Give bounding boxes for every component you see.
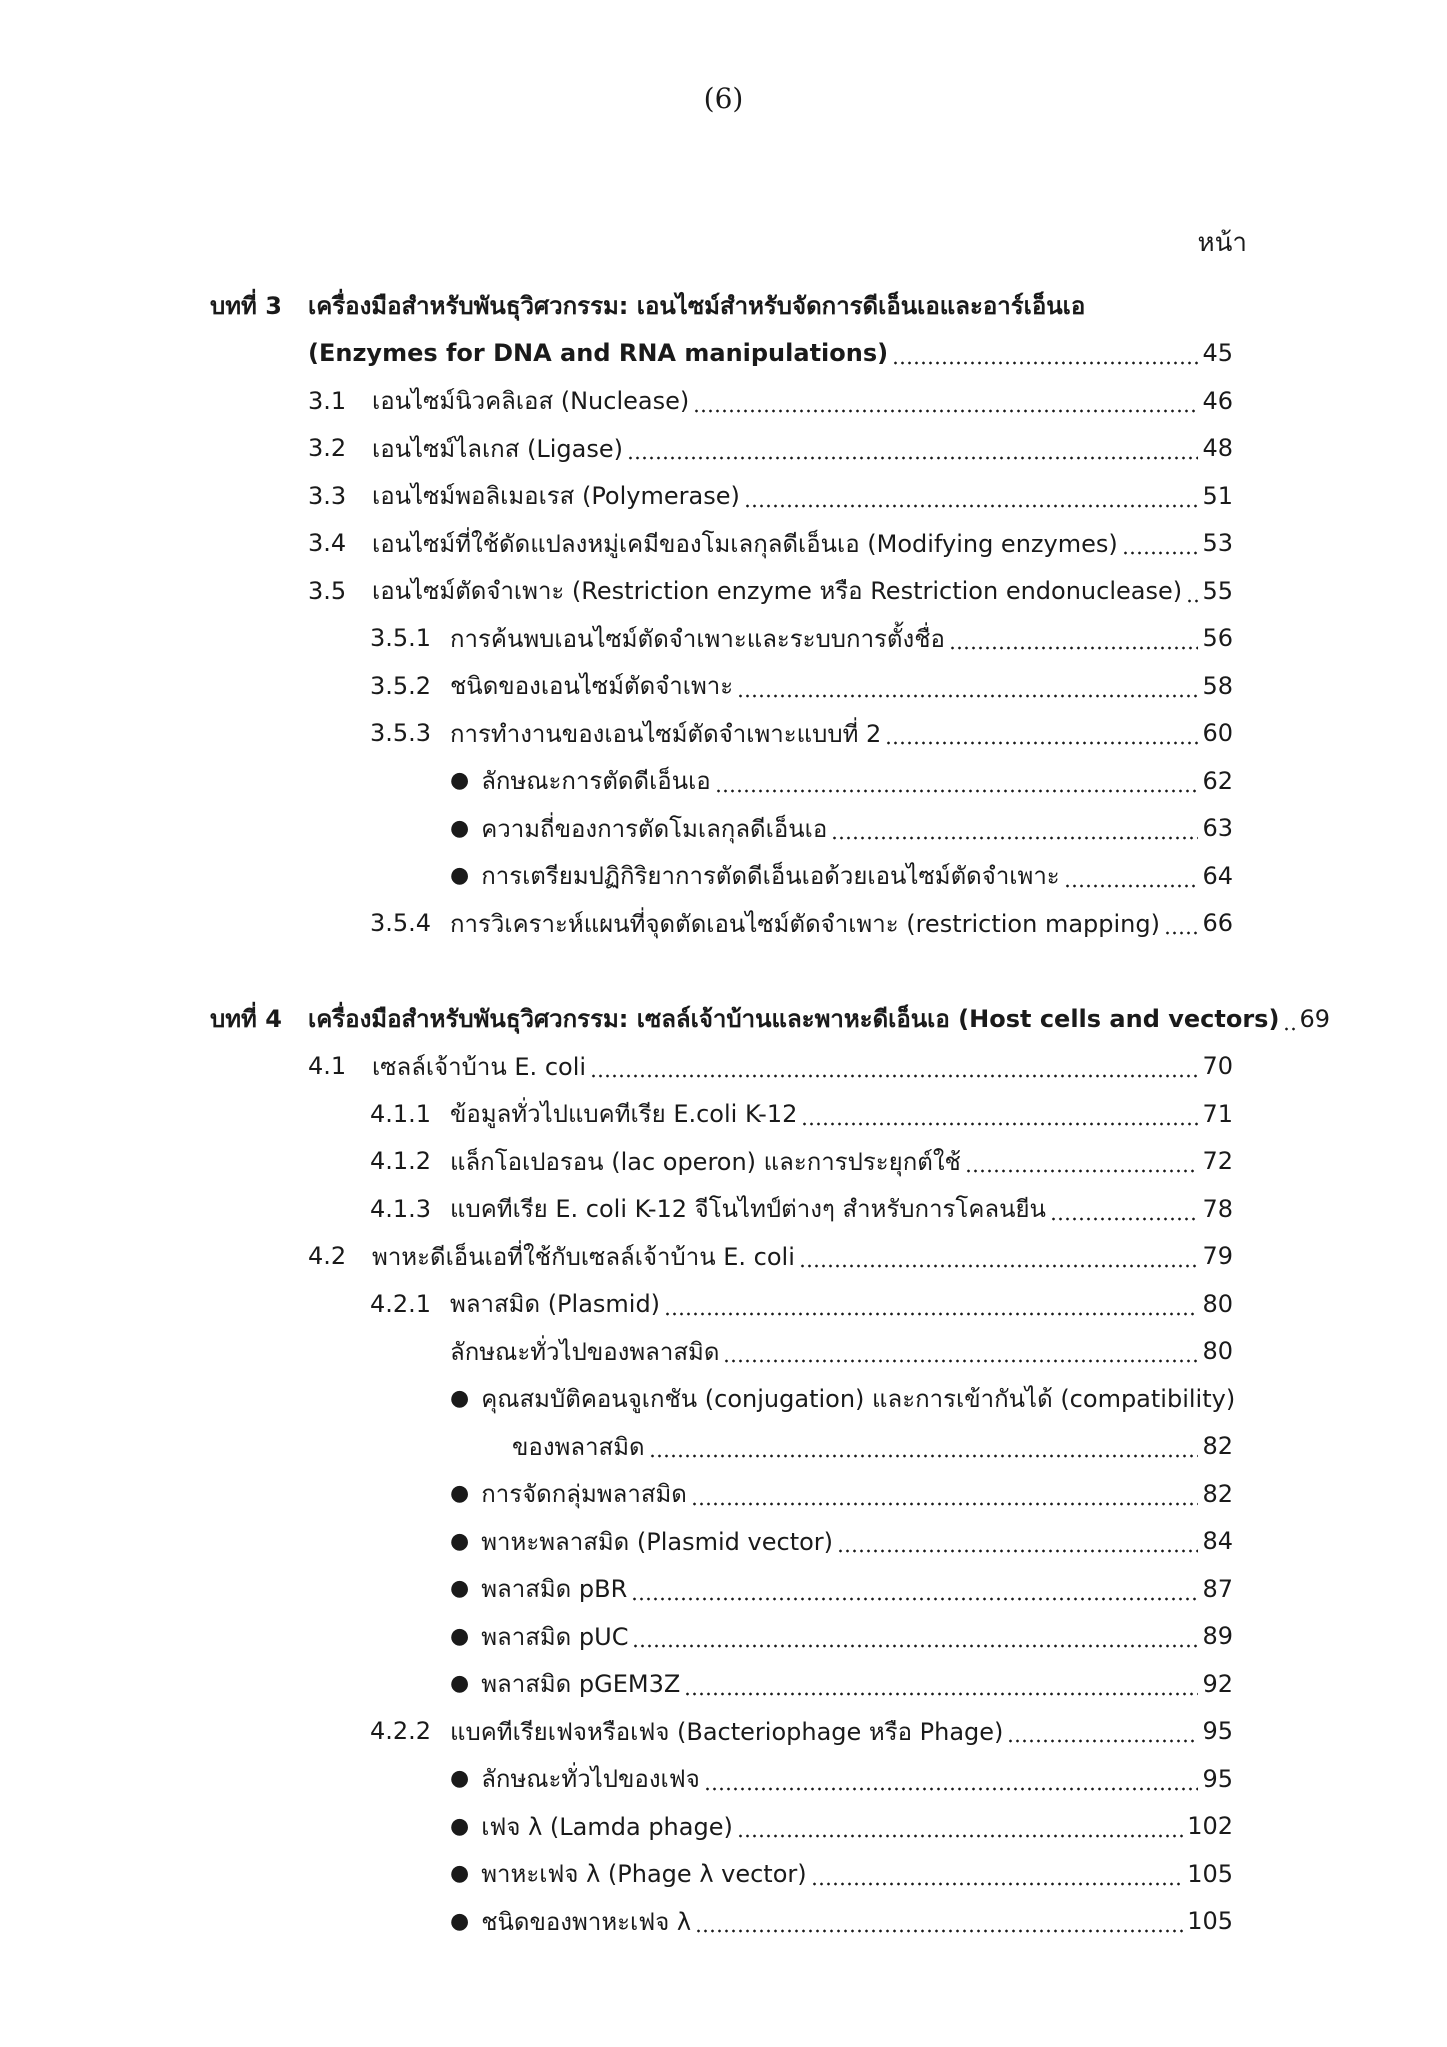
leader-dots bbox=[1007, 1739, 1198, 1743]
leader-dots bbox=[892, 361, 1198, 365]
toc-entry-title: แบคทีเรียเฟจหรือเฟจ (Bacteriophage หรือ Phage) bbox=[450, 1717, 1004, 1746]
toc-entry-title: พลาสมิด pUC bbox=[481, 1622, 629, 1651]
toc-entry-title: ลักษณะทั่วไปของพลาสมิด bbox=[450, 1337, 720, 1366]
bullet-icon: ● bbox=[450, 1766, 470, 1792]
toc-chapter-heading bbox=[0, 995, 1330, 1043]
leader-dots bbox=[704, 1787, 1199, 1791]
toc-entry bbox=[0, 805, 1233, 853]
toc-entry-title: การทำงานของเอนไซม์ตัดจำเพาะแบบที่ 2 bbox=[450, 719, 882, 748]
toc-entry-number: 3.5.4 bbox=[370, 909, 432, 938]
toc-entry-title: ชนิดของเอนไซม์ตัดจำเพาะ bbox=[450, 672, 734, 701]
toc-entry bbox=[0, 520, 1233, 568]
toc-entry bbox=[0, 1043, 1233, 1091]
toc-entry-page: 95 bbox=[1202, 1764, 1233, 1793]
leader-dots bbox=[811, 1882, 1184, 1886]
toc-entry-page: 64 bbox=[1202, 861, 1233, 890]
toc-entry-title: พาหะดีเอ็นเอที่ใช้กับเซลล์เจ้าบ้าน E. coli bbox=[372, 1242, 795, 1271]
toc-entry-title: เฟจ λ (Lamda phage) bbox=[481, 1812, 733, 1841]
toc-entry-title: เอนไซม์ไลเกส (Ligase) bbox=[372, 434, 623, 463]
toc-entry-number: 3.5.1 bbox=[370, 624, 432, 653]
leader-dots bbox=[1122, 551, 1199, 555]
toc-entry-number: 3.2 bbox=[308, 434, 347, 463]
toc-entry-number: 3.4 bbox=[308, 529, 347, 558]
bullet-icon: ● bbox=[450, 1861, 470, 1887]
toc-entry-page: 53 bbox=[1202, 529, 1233, 558]
toc-entry-number: 3.5.3 bbox=[370, 719, 432, 748]
leader-dots bbox=[631, 1597, 1198, 1601]
toc-entry-page: 92 bbox=[1202, 1669, 1233, 1698]
toc-entry-page: 51 bbox=[1202, 481, 1233, 510]
bullet-icon: ● bbox=[450, 1386, 470, 1412]
toc-entry-page: 82 bbox=[1202, 1479, 1233, 1508]
toc-entry-number: 4.2.1 bbox=[370, 1289, 432, 1318]
bullet-icon: ● bbox=[450, 815, 470, 841]
toc-entry-title: พลาสมิด (Plasmid) bbox=[450, 1290, 661, 1319]
toc-entry-title: เซลล์เจ้าบ้าน E. coli bbox=[372, 1052, 587, 1081]
toc-entry-page: 55 bbox=[1202, 576, 1233, 605]
bullet-icon: ● bbox=[450, 768, 470, 794]
toc-entry bbox=[0, 1850, 1233, 1898]
leader-dots bbox=[627, 456, 1198, 460]
toc-entry-page: 84 bbox=[1202, 1527, 1233, 1556]
leader-dots bbox=[715, 789, 1199, 793]
leader-dots bbox=[649, 1454, 1199, 1458]
toc-entry-page: 63 bbox=[1202, 814, 1233, 843]
leader-dots bbox=[744, 504, 1199, 508]
toc-entry-number: 4.1.2 bbox=[370, 1147, 432, 1176]
toc-entry-page: 58 bbox=[1202, 671, 1233, 700]
bullet-icon: ● bbox=[450, 1481, 470, 1507]
toc-entry bbox=[0, 1898, 1233, 1946]
bullet-icon: ● bbox=[450, 1528, 470, 1554]
toc-chapter-heading bbox=[0, 282, 1233, 330]
leader-dots bbox=[801, 1122, 1198, 1126]
toc-entry bbox=[0, 1565, 1233, 1613]
toc-entry-title: คุณสมบัติคอนจูเกชัน (conjugation) และการเข้ากันได้ (compatibility) bbox=[481, 1385, 1236, 1414]
leader-dots bbox=[1164, 931, 1198, 935]
toc-entry-title: การค้นพบเอนไซม์ตัดจำเพาะและระบบการตั้งชื่อ bbox=[450, 624, 945, 653]
toc-entry bbox=[0, 1660, 1233, 1708]
toc-entry bbox=[0, 330, 1233, 378]
toc-entry-page: 56 bbox=[1202, 624, 1233, 653]
toc-entry bbox=[0, 1423, 1233, 1471]
toc-entry bbox=[0, 757, 1233, 805]
toc-entry-page: 105 bbox=[1187, 1859, 1233, 1888]
toc-entry bbox=[0, 852, 1233, 900]
toc-entry bbox=[0, 1708, 1233, 1756]
toc-entry bbox=[0, 1328, 1233, 1376]
toc-entry-page: 48 bbox=[1202, 434, 1233, 463]
toc-entry bbox=[0, 900, 1233, 948]
toc-entry-page: 72 bbox=[1202, 1147, 1233, 1176]
leader-dots bbox=[1050, 1217, 1198, 1221]
toc-entry-title: ลักษณะทั่วไปของเฟจ bbox=[481, 1765, 700, 1794]
table-of-contents bbox=[0, 282, 1447, 1945]
toc-entry-page: 66 bbox=[1202, 909, 1233, 938]
leader-dots bbox=[632, 1644, 1198, 1648]
toc-entry bbox=[0, 425, 1233, 473]
toc-entry bbox=[0, 1185, 1233, 1233]
bullet-icon: ● bbox=[450, 1623, 470, 1649]
leader-dots bbox=[684, 1692, 1198, 1696]
toc-entry bbox=[0, 377, 1233, 425]
toc-entry bbox=[0, 1138, 1233, 1186]
toc-entry-page: 70 bbox=[1202, 1052, 1233, 1081]
toc-entry-number: 3.3 bbox=[308, 481, 347, 510]
toc-entry-title: การเตรียมปฏิกิริยาการตัดดีเอ็นเอด้วยเอนไซม์ตัดจำเพาะ bbox=[481, 862, 1060, 891]
toc-entry bbox=[0, 615, 1233, 663]
toc-entry bbox=[0, 1518, 1233, 1566]
toc-entry-number: 4.1.3 bbox=[370, 1194, 432, 1223]
toc-entry-title: พาหะพลาสมิด (Plasmid vector) bbox=[481, 1527, 834, 1556]
toc-entry-title: พาหะเฟจ λ (Phage λ vector) bbox=[481, 1860, 807, 1889]
toc-entry-title: เอนไซม์พอลิเมอเรส (Polymerase) bbox=[372, 482, 740, 511]
toc-entry-page: 82 bbox=[1202, 1432, 1233, 1461]
leader-dots bbox=[799, 1264, 1199, 1268]
toc-entry-title: การวิเคราะห์แผนที่จุดตัดเอนไซม์ตัดจำเพาะ (restriction mapping) bbox=[450, 909, 1160, 938]
leader-dots bbox=[1064, 884, 1199, 888]
toc-entry bbox=[0, 1613, 1233, 1661]
toc-entry-page: 105 bbox=[1187, 1907, 1233, 1936]
toc-entry-title: ของพลาสมิด bbox=[512, 1432, 645, 1461]
chapter-label: บทที่ 3 bbox=[210, 292, 282, 321]
toc-entry-number: 4.1 bbox=[308, 1052, 347, 1081]
toc-entry-page: 62 bbox=[1202, 766, 1233, 795]
toc-entry-page: 87 bbox=[1202, 1574, 1233, 1603]
toc-entry-page: 71 bbox=[1202, 1099, 1233, 1128]
toc-entry-title: พลาสมิด pBR bbox=[481, 1575, 628, 1604]
leader-dots bbox=[737, 694, 1198, 698]
leader-dots bbox=[693, 409, 1198, 413]
toc-entry-title: แล็กโอเปอรอน (lac operon) และการประยุกต์ใช้ bbox=[450, 1147, 961, 1176]
toc-entry bbox=[0, 567, 1233, 615]
toc-entry bbox=[0, 1375, 1236, 1423]
toc-entry-title: การจัดกลุ่มพลาสมิด bbox=[481, 1480, 687, 1509]
toc-entry-page: 95 bbox=[1202, 1717, 1233, 1746]
toc-entry-page: 78 bbox=[1202, 1194, 1233, 1223]
bullet-icon: ● bbox=[450, 863, 470, 889]
chapter-label: บทที่ 4 bbox=[210, 1005, 282, 1034]
toc-entry bbox=[0, 1280, 1233, 1328]
bullet-icon: ● bbox=[450, 1671, 470, 1697]
toc-entry-number: 4.1.1 bbox=[370, 1099, 432, 1128]
leader-dots bbox=[949, 646, 1199, 650]
toc-entry-title: (Enzymes for DNA and RNA manipulations) bbox=[308, 339, 889, 368]
leader-dots bbox=[1186, 599, 1198, 603]
leader-dots bbox=[837, 1549, 1198, 1553]
bullet-icon: ● bbox=[450, 1576, 470, 1602]
leader-dots bbox=[691, 1502, 1199, 1506]
toc-entry bbox=[0, 1803, 1233, 1851]
leader-dots bbox=[965, 1169, 1199, 1173]
toc-entry-page: 80 bbox=[1202, 1289, 1233, 1318]
toc-entry-page: 46 bbox=[1202, 386, 1233, 415]
leader-dots bbox=[737, 1834, 1183, 1838]
toc-entry-title: แบคทีเรีย E. coli K-12 จีโนไทป์ต่างๆ สำหรับการโคลนยีน bbox=[450, 1195, 1046, 1224]
toc-entry bbox=[0, 472, 1233, 520]
page-number: (6) bbox=[703, 82, 744, 115]
toc-entry-title: ชนิดของพาหะเฟจ λ bbox=[481, 1907, 692, 1936]
toc-entry bbox=[0, 1470, 1233, 1518]
leader-dots bbox=[723, 1359, 1198, 1363]
toc-entry-title: เอนไซม์นิวคลิเอส (Nuclease) bbox=[372, 387, 690, 416]
toc-entry-title: เครื่องมือสำหรับพันธุวิศวกรรม: เอนไซม์สำหรับจัดการดีเอ็นเอและอาร์เอ็นเอ bbox=[308, 292, 1086, 321]
toc-entry-title: ความถี่ของการตัดโมเลกุลดีเอ็นเอ bbox=[481, 814, 828, 843]
leader-dots bbox=[664, 1312, 1198, 1316]
toc-entry-page: 60 bbox=[1202, 719, 1233, 748]
toc-entry-title: ข้อมูลทั่วไปแบคทีเรีย E.coli K-12 bbox=[450, 1100, 798, 1129]
leader-dots bbox=[831, 836, 1198, 840]
toc-entry-page: 45 bbox=[1202, 339, 1233, 368]
leader-dots bbox=[695, 1929, 1183, 1933]
toc-entry-number: 3.5 bbox=[308, 576, 347, 605]
leader-dots bbox=[1283, 1027, 1295, 1031]
leader-dots bbox=[885, 741, 1198, 745]
toc-entry bbox=[0, 710, 1233, 758]
toc-entry bbox=[0, 662, 1233, 710]
toc-entry-page: 80 bbox=[1202, 1337, 1233, 1366]
toc-entry-page: 69 bbox=[1299, 1004, 1330, 1033]
toc-entry-number: 3.5.2 bbox=[370, 671, 432, 700]
toc-entry-title: พลาสมิด pGEM3Z bbox=[481, 1670, 681, 1699]
toc-entry-page: 89 bbox=[1202, 1622, 1233, 1651]
bullet-icon: ● bbox=[450, 1908, 470, 1934]
toc-entry bbox=[0, 1090, 1233, 1138]
toc-entry-number: 3.1 bbox=[308, 386, 347, 415]
toc-entry-number: 4.2 bbox=[308, 1242, 347, 1271]
toc-entry-title: ลักษณะการตัดดีเอ็นเอ bbox=[481, 767, 711, 796]
bullet-icon: ● bbox=[450, 1813, 470, 1839]
page-column-header: หน้า bbox=[1197, 228, 1247, 258]
toc-entry-title: เอนไซม์ที่ใช้ดัดแปลงหมู่เคมีของโมเลกุลดีเอ็นเอ (Modifying enzymes) bbox=[372, 529, 1118, 558]
toc-entry bbox=[0, 1233, 1233, 1281]
leader-dots bbox=[590, 1074, 1198, 1078]
toc-entry-page: 102 bbox=[1187, 1812, 1233, 1841]
toc-entry-title: เครื่องมือสำหรับพันธุวิศวกรรม: เซลล์เจ้าบ้านและพาหะดีเอ็นเอ (Host cells and vectors) bbox=[308, 1005, 1280, 1034]
toc-entry bbox=[0, 1755, 1233, 1803]
toc-entry-number: 4.2.2 bbox=[370, 1717, 432, 1746]
toc-entry-title: เอนไซม์ตัดจำเพาะ (Restriction enzyme หรือ Restriction endonuclease) bbox=[372, 577, 1183, 606]
toc-entry-page: 79 bbox=[1202, 1242, 1233, 1271]
